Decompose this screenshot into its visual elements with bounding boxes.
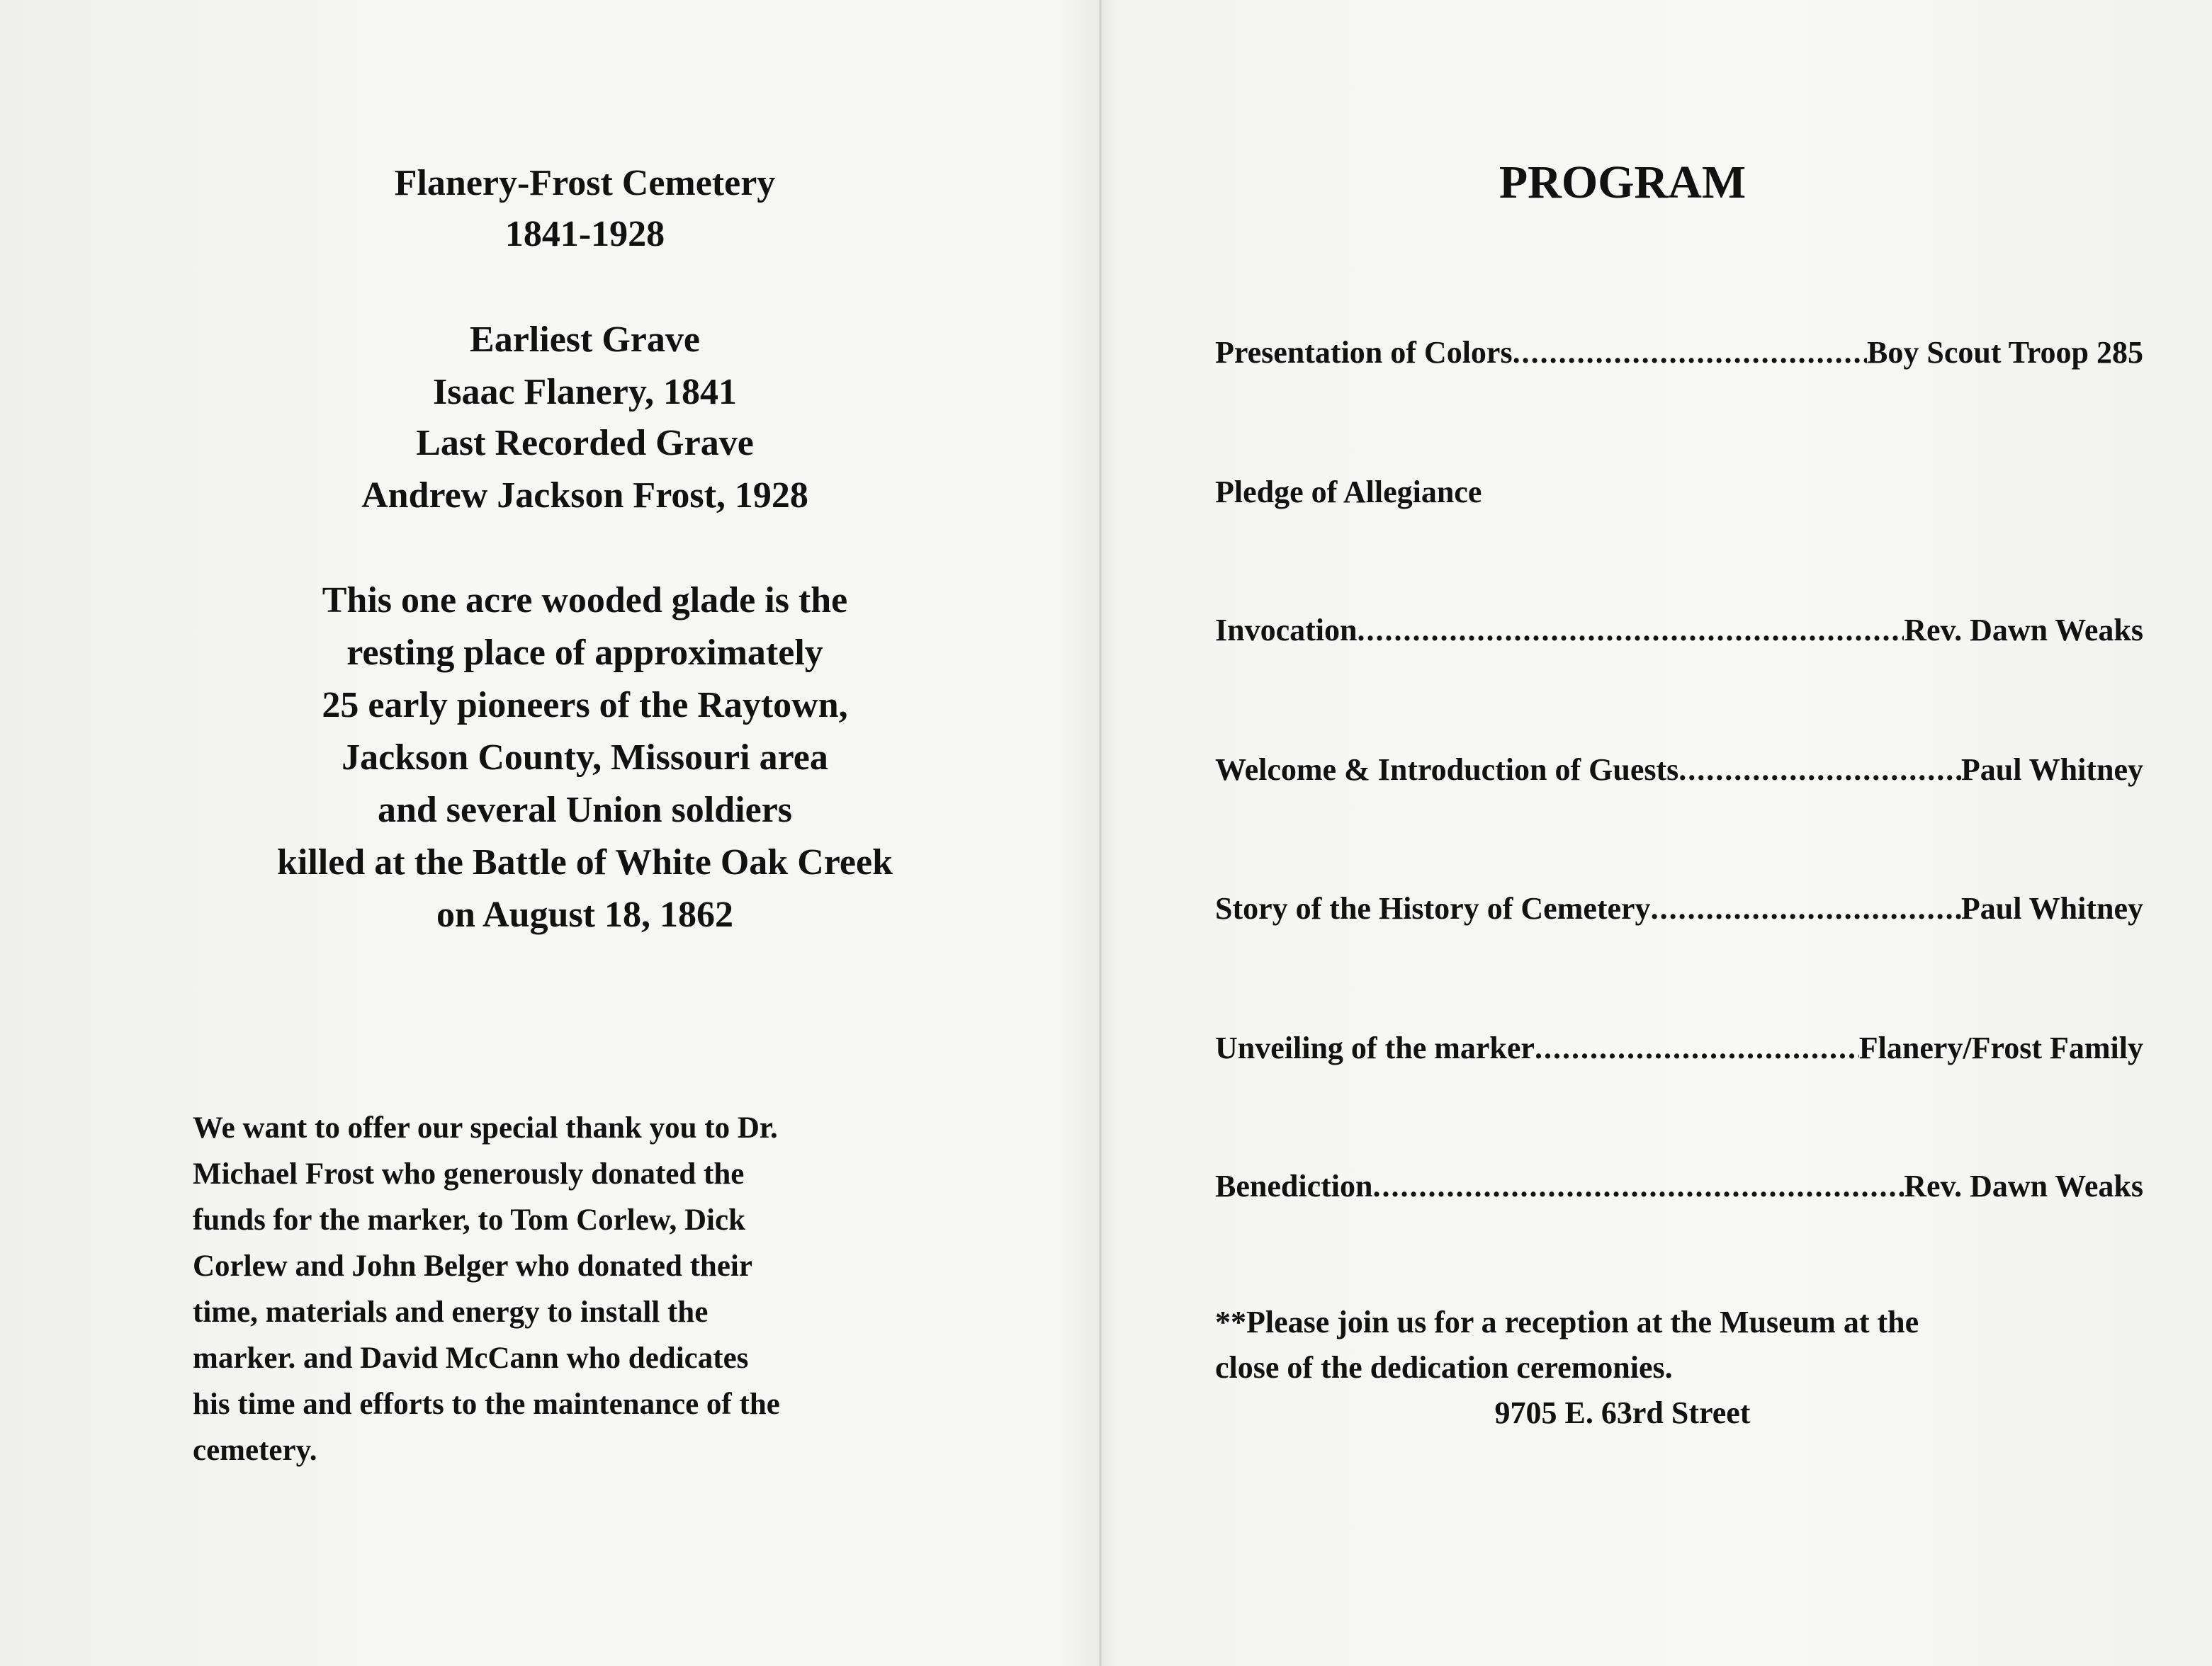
description-line: resting place of approximately <box>346 633 823 673</box>
description-line: Jackson County, Missouri area <box>342 737 828 778</box>
description-line: on August 18, 1862 <box>436 895 733 935</box>
program-activity: Presentation of Colors <box>1215 335 1513 370</box>
dot-leader <box>1513 332 1867 374</box>
program-item-pledge-of-allegiance <box>1215 471 2143 514</box>
description-line: and several Union soldiers <box>377 790 793 830</box>
reception-line: close of the dedication ceremonies. <box>1215 1350 1673 1385</box>
cemetery-name: Flanery-Frost Cemetery <box>394 163 776 203</box>
program-activity: Story of the History of Cemetery <box>1215 891 1651 926</box>
dot-leader <box>1357 609 1904 652</box>
description-line: 25 early pioneers of the Raytown, <box>322 685 848 725</box>
earliest-grave-name: Isaac Flanery, 1841 <box>433 372 737 412</box>
program-item-presentation-of-colors <box>1215 332 2143 374</box>
right-page <box>1102 0 2212 1666</box>
program-item-welcome <box>1215 749 2143 791</box>
dot-leader <box>1678 749 1961 791</box>
program-activity: Invocation <box>1215 613 1358 647</box>
last-grave-name: Andrew Jackson Frost, 1928 <box>361 475 808 516</box>
left-page <box>0 0 1099 1666</box>
reception-line: **Please join us for a reception at the Museum at the <box>1215 1305 1919 1339</box>
thank-you-line: We want to offer our special thank you to Dr. <box>193 1111 778 1145</box>
thank-you-note <box>193 1105 1008 1473</box>
thank-you-line: his time and efforts to the maintenance of the <box>193 1388 780 1421</box>
dot-leader <box>1651 888 1961 930</box>
thank-you-line: funds for the marker, to Tom Corlew, Dick <box>193 1203 745 1237</box>
program-item-story-of-history <box>1215 888 2143 930</box>
thank-you-line: marker. and David McCann who dedicates <box>193 1342 749 1375</box>
program-presenter: Flanery/Frost Family <box>1858 1031 2143 1065</box>
thank-you-line: Michael Frost who generously donated the <box>193 1157 745 1191</box>
thank-you-line: Corlew and John Belger who donated their <box>193 1250 752 1283</box>
program-activity: Benediction <box>1215 1169 1373 1203</box>
program-item-benediction <box>1215 1165 2143 1208</box>
thank-you-line: cemetery. <box>193 1434 317 1467</box>
program-presenter: Paul Whitney <box>1960 752 2143 787</box>
earliest-grave-heading: Earliest Grave <box>470 319 700 360</box>
program-activity: Unveiling of the marker <box>1215 1031 1535 1065</box>
thank-you-line: time, materials and energy to install the <box>193 1296 709 1329</box>
program-activity: Welcome & Introduction of Guests <box>1215 752 1679 787</box>
last-grave-heading: Last Recorded Grave <box>416 423 754 463</box>
dot-leader <box>1535 1027 1859 1070</box>
program-item-invocation <box>1215 609 2143 652</box>
program-presenter: Boy Scout Troop 285 <box>1867 335 2143 370</box>
program-activity: Pledge of Allegiance <box>1215 475 1482 509</box>
cemetery-years: 1841-1928 <box>504 214 665 254</box>
program-presenter: Paul Whitney <box>1960 891 2143 926</box>
description-line: This one acre wooded glade is the <box>322 580 848 620</box>
museum-address: 9705 E. 63rd Street <box>1494 1395 1751 1430</box>
program-presenter: Rev. Dawn Weaks <box>1904 613 2143 647</box>
program-title: PROGRAM <box>1499 157 1747 208</box>
reception-note <box>1215 1300 2157 1390</box>
program-presenter: Rev. Dawn Weaks <box>1904 1169 2143 1203</box>
program-item-unveiling <box>1215 1027 2143 1070</box>
dot-leader <box>1372 1165 1904 1208</box>
description-line: killed at the Battle of White Oak Creek <box>276 842 893 883</box>
